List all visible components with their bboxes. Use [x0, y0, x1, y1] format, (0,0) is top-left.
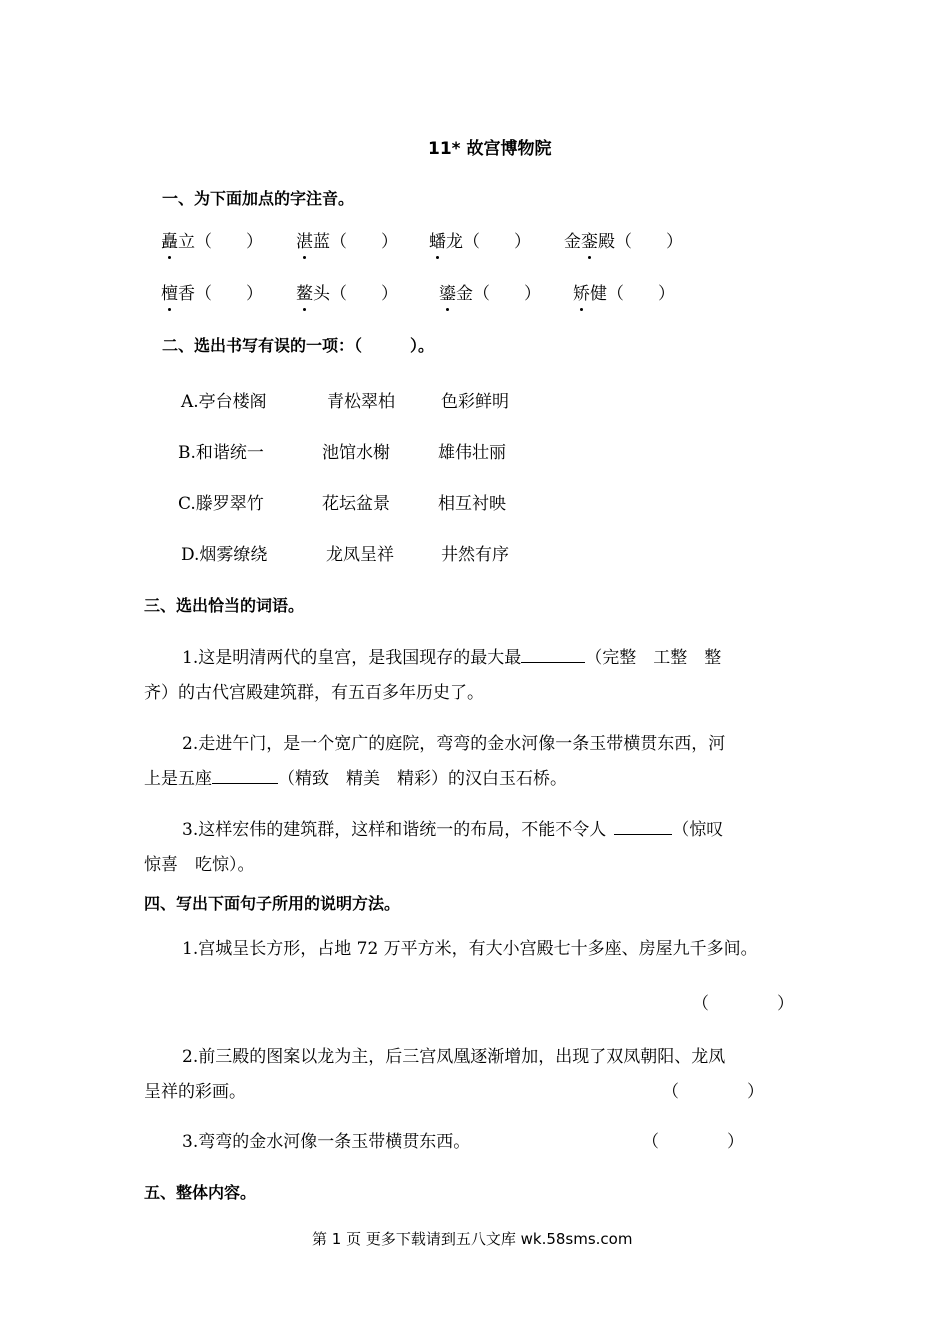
- q4-1: 1.宫城呈长方形，占地 72 万平方米，有大小宫殿七十多座、房屋九千多间。: [182, 939, 758, 959]
- page-footer: 第 1 页 更多下载请到五八文库 wk.58sms.com: [312, 1230, 633, 1248]
- q4-3: 3.弯弯的金水河像一条玉带横贯东西。: [182, 1132, 471, 1152]
- answer-blank[interactable]: [521, 648, 585, 663]
- q3-2-line1: 2.走进午门，是一个宽广的庭院，弯弯的金水河像一条玉带横贯东西，河: [182, 734, 726, 754]
- pinyin-item: 蟠龙（ ）: [429, 227, 531, 252]
- dotted-char: 蟠: [429, 227, 446, 252]
- option-d-1: D.烟雾缭绕: [181, 545, 268, 565]
- section-4-heading: 四、写出下面句子所用的说明方法。: [144, 894, 401, 913]
- dotted-char: 矗: [161, 227, 178, 252]
- option-c-2: 花坛盆景: [322, 494, 390, 514]
- option-c-1: C.滕罗翠竹: [178, 494, 264, 514]
- option-d-2: 龙凤呈祥: [326, 545, 394, 565]
- dotted-char: 檀: [161, 279, 178, 304]
- q4-2-line1: 2.前三殿的图案以龙为主，后三宫凤凰逐渐增加，出现了双凤朝阳、龙凤: [182, 1047, 726, 1067]
- option-a-3: 色彩鲜明: [441, 392, 509, 412]
- option-c-3: 相互衬映: [438, 494, 506, 514]
- option-b-3: 雄伟壮丽: [438, 443, 506, 463]
- q3-3-line2: 惊喜 吃惊）。: [144, 855, 255, 875]
- q4-2-line2: 呈祥的彩画。: [144, 1082, 246, 1102]
- q3-1-line1: 1.这是明清两代的皇宫，是我国现存的最大最 （完整 工整 整: [182, 648, 722, 668]
- pinyin-item: 鳌头（ ）: [296, 279, 398, 304]
- option-a-1: A.亭台楼阁: [181, 392, 267, 412]
- section-3-heading: 三、选出恰当的词语。: [144, 596, 305, 615]
- pinyin-item: 矗立（ ）: [161, 227, 263, 252]
- option-b-1: B.和谐统一: [178, 443, 264, 463]
- option-a-2: 青松翠柏: [327, 392, 395, 412]
- dotted-char: 湛: [296, 227, 313, 252]
- q4-2-answer-paren[interactable]: （ ）: [662, 1082, 764, 1102]
- q3-1-line2: 齐）的古代宫殿建筑群，有五百多年历史了。: [144, 683, 484, 703]
- pinyin-item: 金銮殿（ ）: [564, 227, 683, 252]
- answer-blank[interactable]: [614, 820, 672, 835]
- section-2-heading: 二、选出书写有误的一项：（ ）。: [162, 336, 435, 355]
- pinyin-item: 矫健（ ）: [573, 279, 675, 304]
- page-title: 11* 故宫博物院: [428, 139, 552, 159]
- dotted-char: 銮: [581, 227, 598, 252]
- q3-2-line2: 上是五座 （精致 精美 精彩）的汉白玉石桥。: [144, 769, 567, 789]
- q3-3-line1: 3.这样宏伟的建筑群，这样和谐统一的布局，不能不令人 （惊叹: [182, 820, 724, 840]
- answer-blank[interactable]: [212, 769, 278, 784]
- pinyin-item: 湛蓝（ ）: [296, 227, 398, 252]
- pinyin-item: 檀香（ ）: [161, 279, 263, 304]
- section-5-heading: 五、整体内容。: [144, 1183, 257, 1202]
- q4-1-answer-paren[interactable]: （ ）: [692, 994, 794, 1014]
- q4-3-answer-paren[interactable]: （ ）: [642, 1132, 744, 1152]
- dotted-char: 矫: [573, 279, 590, 304]
- dotted-char: 鎏: [439, 279, 456, 304]
- dotted-char: 鳌: [296, 279, 313, 304]
- option-b-2: 池馆水榭: [322, 443, 390, 463]
- option-d-3: 井然有序: [441, 545, 509, 565]
- section-1-heading: 一、为下面加点的字注音。: [162, 189, 355, 208]
- pinyin-item: 鎏金（ ）: [439, 279, 541, 304]
